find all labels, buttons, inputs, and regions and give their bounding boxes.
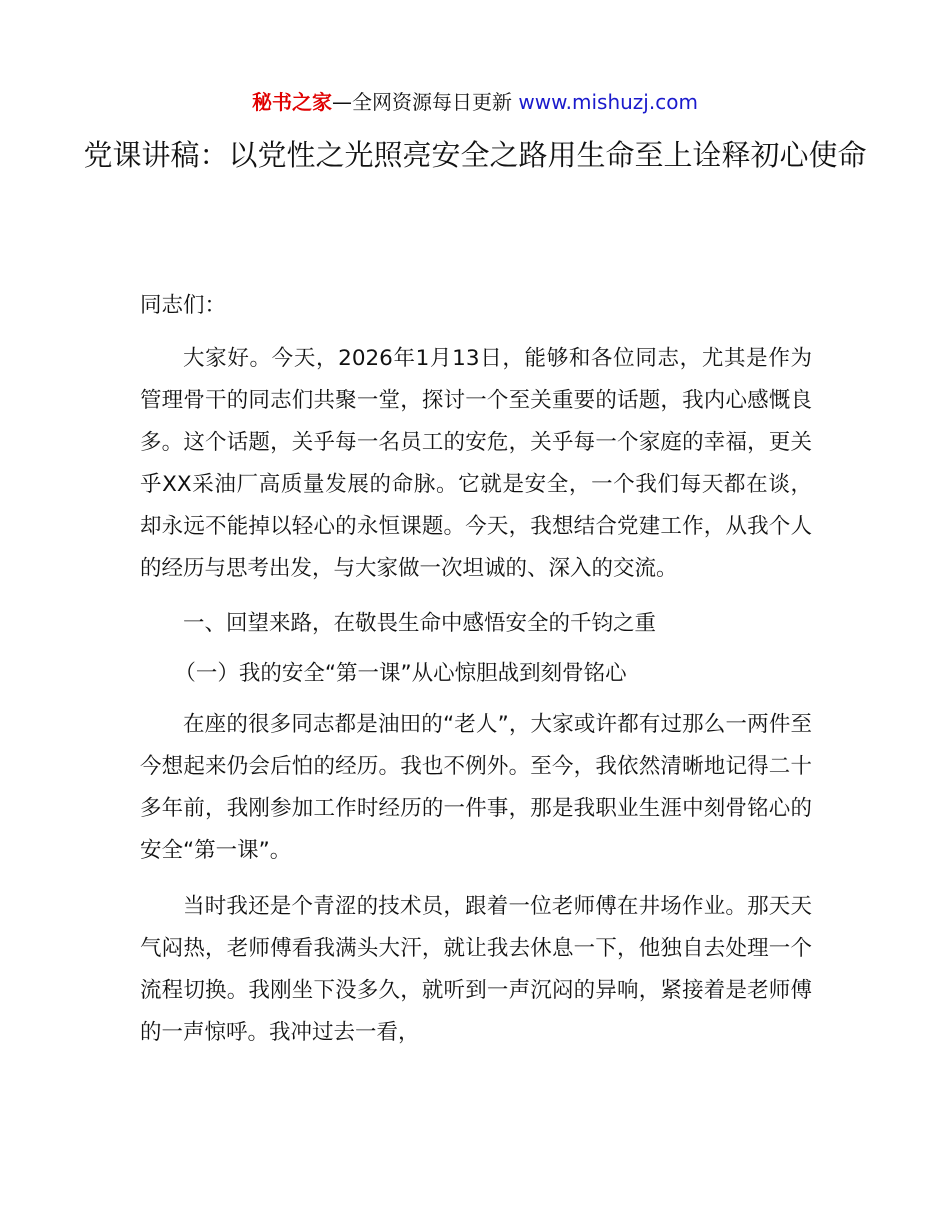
paragraph-first-lesson: 在座的很多同志都是油田的“老人”，大家或许都有过那么一两件至今想起来仍会后怕的经历。我也不例外。至今，我依然清晰地记得二十多年前，我刚参加工作时经历的一件事，那是我职业生涯中刻骨铭心的安全“第一课”。 [140,712,812,863]
site-header [0,88,950,116]
greeting: 同志们： [140,293,227,318]
paragraph-intro: 大家好。今天，2026年1月13日，能够和各位同志，尤其是作为管理骨干的同志们共聚一堂，探讨一个至关重要的话题，我内心感慨良多。这个话题，关乎每一名员工的安危，关乎每一个家庭的幸福，更关乎XX采油厂高质量发展的命脉。它就是安全，一个我们每天都在谈，却永远不能掉以轻心的永恒课题。今天，我想结合党建工作，从我个人的经历与思考出发，与大家做一次坦诚的、深入的交流。 [140,346,812,581]
subsection-heading: （一）我的安全“第一课”从心惊胆战到刻骨铭心 [174,661,627,686]
document-title: 党课讲稿：以党性之光照亮安全之路用生命至上诠释初心使命 [83,138,867,172]
paragraph-story: 当时我还是个青涩的技术员，跟着一位老师傅在井场作业。那天天气闷热，老师傅看我满头大汗，就让我去休息一下，他独自去处理一个流程切换。我刚坐下没多久，就听到一声沉闷的异响，紧接着是老师傅的一声惊呼。我冲过去一看， [140,894,812,1045]
site-brand: 秘书之家 [252,90,333,114]
document-body [140,286,812,1068]
site-url-link[interactable]: www.mishuzj.com [518,90,698,114]
site-tagline: —全网资源每日更新 [332,90,513,114]
section-heading: 一、回望来路，在敬畏生命中感悟安全的千钧之重 [183,611,657,636]
